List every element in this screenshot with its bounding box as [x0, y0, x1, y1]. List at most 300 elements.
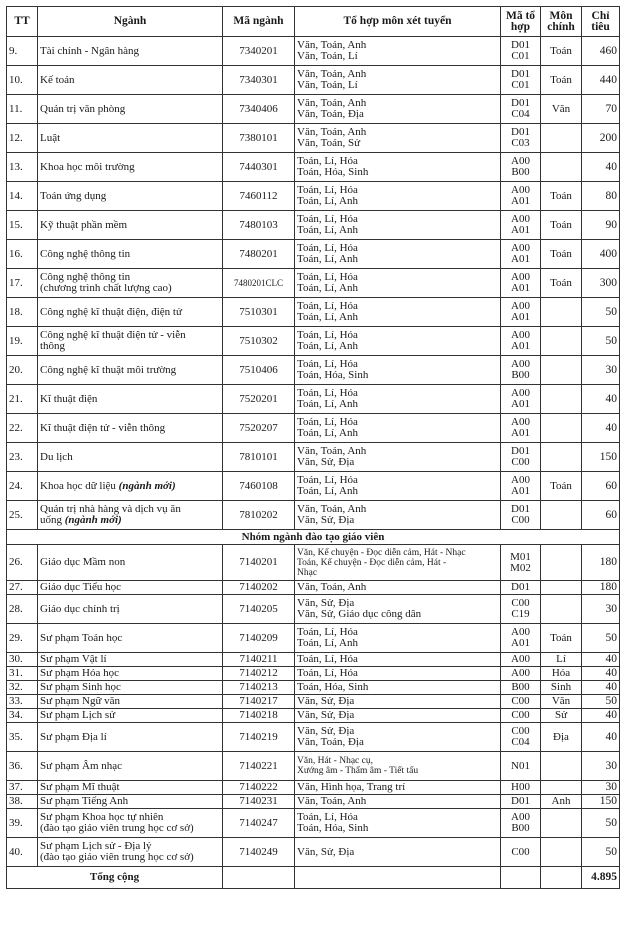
- row-number: 36.: [7, 752, 38, 781]
- main-subject: Toán: [541, 269, 582, 298]
- combination-line: Văn, Toán, Anh: [297, 795, 367, 807]
- combination-code-line: A00: [511, 300, 530, 312]
- main-subject: [541, 781, 582, 795]
- major-name-line: Sư phạm Ngữ văn: [40, 695, 121, 707]
- combination-code-line: C03: [511, 137, 530, 149]
- combination-line: Nhạc: [297, 567, 318, 578]
- major-code: 7520201: [223, 385, 295, 414]
- combination-line: Văn, Kể chuyện - Đọc diễn cảm, Hát - Nhạc: [297, 547, 466, 558]
- combination-line: Toán, Lí, Hóa: [297, 626, 358, 638]
- subject-combination: [295, 709, 501, 723]
- subject-combination: [295, 356, 501, 385]
- major-code: 7140221: [223, 752, 295, 781]
- main-subject: Sinh: [541, 681, 582, 695]
- major-code: 7480103: [223, 211, 295, 240]
- table-row: [7, 501, 620, 530]
- combination-code-line: A01: [511, 195, 530, 207]
- quota: 180: [582, 581, 620, 595]
- row-number: 37.: [7, 781, 38, 795]
- combination-code-line: B00: [511, 369, 530, 381]
- combination-line: Văn, Toán, Địa: [297, 736, 364, 748]
- combination-code: [501, 781, 541, 795]
- major-name-line: Khoa học môi trường: [40, 160, 135, 173]
- combination-code-line: D01: [511, 126, 530, 138]
- main-subject: Lí: [541, 653, 582, 667]
- row-number: 30.: [7, 653, 38, 667]
- major-name: [38, 211, 223, 240]
- row-number: 33.: [7, 695, 38, 709]
- combination-line: Toán, Lí, Anh: [297, 427, 358, 439]
- quota: 180: [582, 545, 620, 581]
- row-number: 13.: [7, 153, 38, 182]
- combination-line: Toán, Lí, Anh: [297, 195, 358, 207]
- quota: 50: [582, 298, 620, 327]
- subject-combination: [295, 581, 501, 595]
- major-code: 7140212: [223, 667, 295, 681]
- combination-line: Văn, Hình họa, Trang trí: [297, 781, 406, 793]
- combination-line: Văn, Toán, Anh: [297, 97, 367, 109]
- row-number: 12.: [7, 124, 38, 153]
- table-row: [7, 66, 620, 95]
- combination-code-line: A00: [511, 155, 530, 167]
- major-name-line: [40, 515, 220, 526]
- combination-code-line: C00: [511, 514, 530, 526]
- combination-code-line: A00: [511, 242, 530, 254]
- major-name: [38, 595, 223, 624]
- table-row: [7, 667, 620, 681]
- table-row: [7, 472, 620, 501]
- major-name: [38, 356, 223, 385]
- major-name-line: Sư phạm Địa lí: [40, 730, 107, 743]
- total-empty-4: [541, 867, 582, 889]
- major-name-text: Khoa học dữ liệu: [40, 479, 116, 492]
- main-subject: [541, 443, 582, 472]
- row-number: 21.: [7, 385, 38, 414]
- main-subject: [541, 501, 582, 530]
- major-name: [38, 723, 223, 752]
- combination-line: Văn, Hát - Nhạc cụ,: [297, 756, 373, 766]
- major-name-line: (đào tạo giáo viên trung học cơ sở): [40, 851, 194, 863]
- combination-line: Toán, Lí, Anh: [297, 253, 358, 265]
- major-name-line: Sư phạm Lịch sử: [40, 709, 116, 721]
- row-number: 31.: [7, 667, 38, 681]
- combination-line: Toán, Hóa, Sinh: [297, 369, 369, 381]
- subject-combination: [295, 681, 501, 695]
- major-code: 7140217: [223, 695, 295, 709]
- major-name: [38, 414, 223, 443]
- major-name: [38, 501, 223, 530]
- main-subject: [541, 838, 582, 867]
- subject-combination: [295, 211, 501, 240]
- quota: 300: [582, 269, 620, 298]
- major-name: [38, 124, 223, 153]
- major-code: 7140205: [223, 595, 295, 624]
- combination-code: [501, 667, 541, 681]
- combination-code: [501, 95, 541, 124]
- quota: 40: [582, 153, 620, 182]
- major-name-line: Sư phạm Mĩ thuật: [40, 781, 120, 793]
- major-name-line: Kỹ thuật phần mềm: [40, 218, 128, 231]
- major-name: [38, 624, 223, 653]
- combination-line: Toán, Lí, Hóa: [297, 387, 358, 399]
- row-number: 26.: [7, 545, 38, 581]
- major-name-line: Công nghệ thông tin: [40, 271, 131, 283]
- row-number: 20.: [7, 356, 38, 385]
- combination-code-line: N01: [511, 759, 530, 772]
- table-row: [7, 838, 620, 867]
- quota: 50: [582, 838, 620, 867]
- combination-code-line: C00: [511, 695, 530, 707]
- major-name-line: Kĩ thuật điện tử - viễn thông: [40, 421, 166, 434]
- major-code: 7480201CLC: [223, 269, 295, 298]
- quota: 400: [582, 240, 620, 269]
- major-code: 7440301: [223, 153, 295, 182]
- combination-line: Toán, Lí, Hóa: [297, 416, 358, 428]
- subject-combination: [295, 624, 501, 653]
- combination-line: Văn, Sử, Địa: [297, 725, 355, 737]
- major-code: 7140218: [223, 709, 295, 723]
- major-name: [38, 809, 223, 838]
- table-row: [7, 269, 620, 298]
- major-code: 7140222: [223, 781, 295, 795]
- major-name: [38, 781, 223, 795]
- quota: 60: [582, 472, 620, 501]
- quota: 30: [582, 595, 620, 624]
- combination-code-line: A00: [511, 416, 530, 428]
- main-subject: [541, 356, 582, 385]
- row-number: 34.: [7, 709, 38, 723]
- major-code: 7140213: [223, 681, 295, 695]
- major-name-line: Giáo dục Mầm non: [40, 556, 126, 568]
- main-subject: [541, 545, 582, 581]
- major-name-line: Sư phạm Âm nhạc: [40, 759, 123, 772]
- table-row: [7, 37, 620, 66]
- combination-code-line: A01: [511, 398, 530, 410]
- major-code: 7810101: [223, 443, 295, 472]
- combination-code-line: A00: [511, 329, 530, 341]
- major-name: [38, 240, 223, 269]
- combination-line: Xướng âm - Thẩm âm - Tiết tấu: [297, 766, 419, 776]
- major-name-line: Du lịch: [40, 450, 73, 463]
- quota: 40: [582, 385, 620, 414]
- combination-code: [501, 581, 541, 595]
- major-name-line: Kĩ thuật điện: [40, 392, 98, 405]
- row-number: 17.: [7, 269, 38, 298]
- combination-code-line: A01: [511, 427, 530, 439]
- combination-line: Văn, Sử, Địa: [297, 597, 355, 609]
- combination-line: Văn, Toán, Địa: [297, 108, 364, 120]
- combination-line: Toán, Hóa, Sinh: [297, 166, 369, 178]
- subject-combination: [295, 37, 501, 66]
- combination-line: Toán, Lí, Hóa: [297, 358, 358, 370]
- subject-combination: [295, 95, 501, 124]
- combination-code: [501, 327, 541, 356]
- combination-code: [501, 385, 541, 414]
- quota: 50: [582, 327, 620, 356]
- combination-code-line: A00: [511, 184, 530, 196]
- quota: 70: [582, 95, 620, 124]
- combination-line: Văn, Toán, Lí: [297, 50, 358, 62]
- quota: 440: [582, 66, 620, 95]
- major-code: 7140219: [223, 723, 295, 752]
- row-number: 35.: [7, 723, 38, 752]
- combination-code-line: D01: [511, 445, 530, 457]
- major-name: [38, 795, 223, 809]
- subject-combination: [295, 153, 501, 182]
- quota: 30: [582, 781, 620, 795]
- combination-code: [501, 356, 541, 385]
- combination-code-line: C00: [511, 709, 530, 721]
- major-name: [38, 581, 223, 595]
- main-subject: Toán: [541, 211, 582, 240]
- row-number: 10.: [7, 66, 38, 95]
- main-subject: [541, 595, 582, 624]
- combination-code-line: A01: [511, 282, 530, 294]
- combination-code-line: C01: [511, 50, 530, 62]
- subject-combination: [295, 182, 501, 211]
- main-subject: Địa: [541, 723, 582, 752]
- row-number: 29.: [7, 624, 38, 653]
- main-subject: Văn: [541, 95, 582, 124]
- row-number: 19.: [7, 327, 38, 356]
- table-row: [7, 443, 620, 472]
- combination-code: [501, 269, 541, 298]
- combination-code: [501, 443, 541, 472]
- table-row: [7, 809, 620, 838]
- combination-code-line: D01: [511, 97, 530, 109]
- combination-code-line: H00: [511, 781, 530, 793]
- major-name: [38, 443, 223, 472]
- header-combo-code: Mã tổ hợp: [501, 7, 541, 37]
- table-row: [7, 653, 620, 667]
- table-row: [7, 414, 620, 443]
- row-number: 40.: [7, 838, 38, 867]
- combination-code: [501, 211, 541, 240]
- table-row: [7, 681, 620, 695]
- major-name-line: Quản trị văn phòng: [40, 102, 126, 115]
- row-number: 23.: [7, 443, 38, 472]
- combination-code: [501, 795, 541, 809]
- quota: 50: [582, 624, 620, 653]
- combination-code-line: A01: [511, 224, 530, 236]
- major-code: 7510302: [223, 327, 295, 356]
- combination-code: [501, 709, 541, 723]
- major-code: 7510301: [223, 298, 295, 327]
- quota: 30: [582, 356, 620, 385]
- major-name-line: Công nghệ thông tin: [40, 247, 131, 260]
- main-subject: [541, 809, 582, 838]
- major-name: [38, 752, 223, 781]
- major-code: 7460108: [223, 472, 295, 501]
- subject-combination: [295, 545, 501, 581]
- combination-code-line: C04: [511, 736, 530, 748]
- combination-code: [501, 809, 541, 838]
- combination-line: Toán, Kể chuyện - Đọc diễn cảm, Hát -: [297, 557, 447, 568]
- table-row: [7, 545, 620, 581]
- combination-code: [501, 501, 541, 530]
- major-code: 7340301: [223, 66, 295, 95]
- table-row: [7, 385, 620, 414]
- main-subject: [541, 153, 582, 182]
- combination-code-line: A01: [511, 311, 530, 323]
- major-name-line: Công nghệ kĩ thuật môi trường: [40, 363, 177, 376]
- combination-code: [501, 153, 541, 182]
- combination-code-line: C01: [511, 79, 530, 91]
- combination-code-line: A01: [511, 485, 530, 497]
- combination-code-line: A00: [511, 213, 530, 225]
- major-name-line: [40, 481, 220, 492]
- row-number: 38.: [7, 795, 38, 809]
- subject-combination: [295, 809, 501, 838]
- main-subject: [541, 385, 582, 414]
- new-major-tag: (ngành mới): [118, 479, 176, 492]
- major-name-line: Sư phạm Tiếng Anh: [40, 795, 129, 807]
- total-empty-1: [223, 867, 295, 889]
- major-name: [38, 681, 223, 695]
- combination-code-line: D01: [511, 503, 530, 515]
- row-number: 18.: [7, 298, 38, 327]
- combination-code-line: C00: [511, 456, 530, 468]
- admissions-table: [6, 6, 620, 889]
- combination-code-line: A00: [511, 626, 530, 638]
- combination-line: Văn, Toán, Sử: [297, 137, 361, 149]
- table-row: [7, 595, 620, 624]
- combination-code-line: B00: [511, 822, 530, 834]
- quota: 30: [582, 752, 620, 781]
- header-major-code: Mã ngành: [223, 7, 295, 37]
- row-number: 16.: [7, 240, 38, 269]
- subject-combination: [295, 667, 501, 681]
- major-name: [38, 182, 223, 211]
- header-major: Ngành: [38, 7, 223, 37]
- major-name-line: Tài chính - Ngân hàng: [40, 44, 139, 57]
- row-number: 9.: [7, 37, 38, 66]
- main-subject: Hóa: [541, 667, 582, 681]
- main-subject: Anh: [541, 795, 582, 809]
- row-number: 24.: [7, 472, 38, 501]
- major-code: 7140202: [223, 581, 295, 595]
- combination-line: Toán, Lí, Hóa: [297, 271, 358, 283]
- combination-code: [501, 472, 541, 501]
- subject-combination: [295, 595, 501, 624]
- table-row: [7, 695, 620, 709]
- main-subject: [541, 414, 582, 443]
- combination-code-line: A01: [511, 340, 530, 352]
- header-quota: Chỉ tiêu: [582, 7, 620, 37]
- subject-combination: [295, 501, 501, 530]
- main-subject: Toán: [541, 37, 582, 66]
- combination-line: Toán, Hóa, Sinh: [297, 822, 369, 834]
- major-code: 7480201: [223, 240, 295, 269]
- major-code: 7520207: [223, 414, 295, 443]
- major-name-line: Sư phạm Vật lí: [40, 653, 107, 665]
- combination-line: Toán, Lí, Anh: [297, 224, 358, 236]
- combination-line: Văn, Sử, Địa: [297, 695, 355, 707]
- combination-code-line: A00: [511, 653, 530, 665]
- combination-line: Toán, Lí, Hóa: [297, 213, 358, 225]
- combination-line: Văn, Toán, Anh: [297, 126, 367, 138]
- main-subject: [541, 327, 582, 356]
- combination-line: Toán, Lí, Hóa: [297, 811, 358, 823]
- main-subject: [541, 298, 582, 327]
- quota: 50: [582, 809, 620, 838]
- combination-line: Toán, Lí, Anh: [297, 311, 358, 323]
- combination-line: Toán, Hóa, Sinh: [297, 681, 369, 693]
- combination-code-line: M02: [510, 561, 531, 574]
- subject-combination: [295, 795, 501, 809]
- row-number: 28.: [7, 595, 38, 624]
- major-name: [38, 695, 223, 709]
- combination-line: Văn, Sử, Địa: [297, 456, 355, 468]
- quota: 40: [582, 653, 620, 667]
- combination-code: [501, 182, 541, 211]
- combination-line: Toán, Lí, Hóa: [297, 300, 358, 312]
- total-empty-3: [501, 867, 541, 889]
- total-empty-2: [295, 867, 501, 889]
- combination-code-line: A00: [511, 474, 530, 486]
- table-row: [7, 709, 620, 723]
- header-tt: TT: [7, 7, 38, 37]
- combination-line: Toán, Lí, Hóa: [297, 474, 358, 486]
- combination-code: [501, 653, 541, 667]
- header-combo: Tổ hợp môn xét tuyển: [295, 7, 501, 37]
- combination-code-line: A01: [511, 253, 530, 265]
- main-subject: Toán: [541, 624, 582, 653]
- main-subject: Toán: [541, 472, 582, 501]
- subject-combination: [295, 414, 501, 443]
- major-name: [38, 709, 223, 723]
- major-code: 7510406: [223, 356, 295, 385]
- combination-code: [501, 838, 541, 867]
- subject-combination: [295, 443, 501, 472]
- table-row: [7, 95, 620, 124]
- table-row: [7, 624, 620, 653]
- major-code: 7140201: [223, 545, 295, 581]
- combination-code-line: A00: [511, 387, 530, 399]
- group-row: [7, 530, 620, 545]
- combination-code: [501, 624, 541, 653]
- major-code: 7380101: [223, 124, 295, 153]
- major-code: 7140249: [223, 838, 295, 867]
- row-number: 39.: [7, 809, 38, 838]
- combination-code: [501, 723, 541, 752]
- table-row: [7, 752, 620, 781]
- major-name: [38, 327, 223, 356]
- row-number: 15.: [7, 211, 38, 240]
- quota: 40: [582, 723, 620, 752]
- major-name-line: Sư phạm Sinh học: [40, 681, 121, 693]
- combination-code-line: D01: [511, 68, 530, 80]
- group-title: Nhóm ngành đào tạo giáo viên: [7, 530, 620, 545]
- combination-line: Toán, Lí, Hóa: [297, 667, 358, 679]
- subject-combination: [295, 124, 501, 153]
- row-number: 27.: [7, 581, 38, 595]
- major-name: [38, 269, 223, 298]
- total-value: 4.895: [582, 867, 620, 889]
- combination-code: [501, 37, 541, 66]
- new-major-tag: (ngành mới): [64, 514, 122, 526]
- major-name: [38, 95, 223, 124]
- combination-line: Toán, Lí, Anh: [297, 398, 358, 410]
- major-name: [38, 385, 223, 414]
- major-name-line: Toán ứng dụng: [40, 189, 107, 202]
- subject-combination: [295, 66, 501, 95]
- table-row: [7, 124, 620, 153]
- combination-code-line: D01: [511, 581, 530, 593]
- table-row: [7, 298, 620, 327]
- subject-combination: [295, 653, 501, 667]
- combination-code-line: A00: [511, 271, 530, 283]
